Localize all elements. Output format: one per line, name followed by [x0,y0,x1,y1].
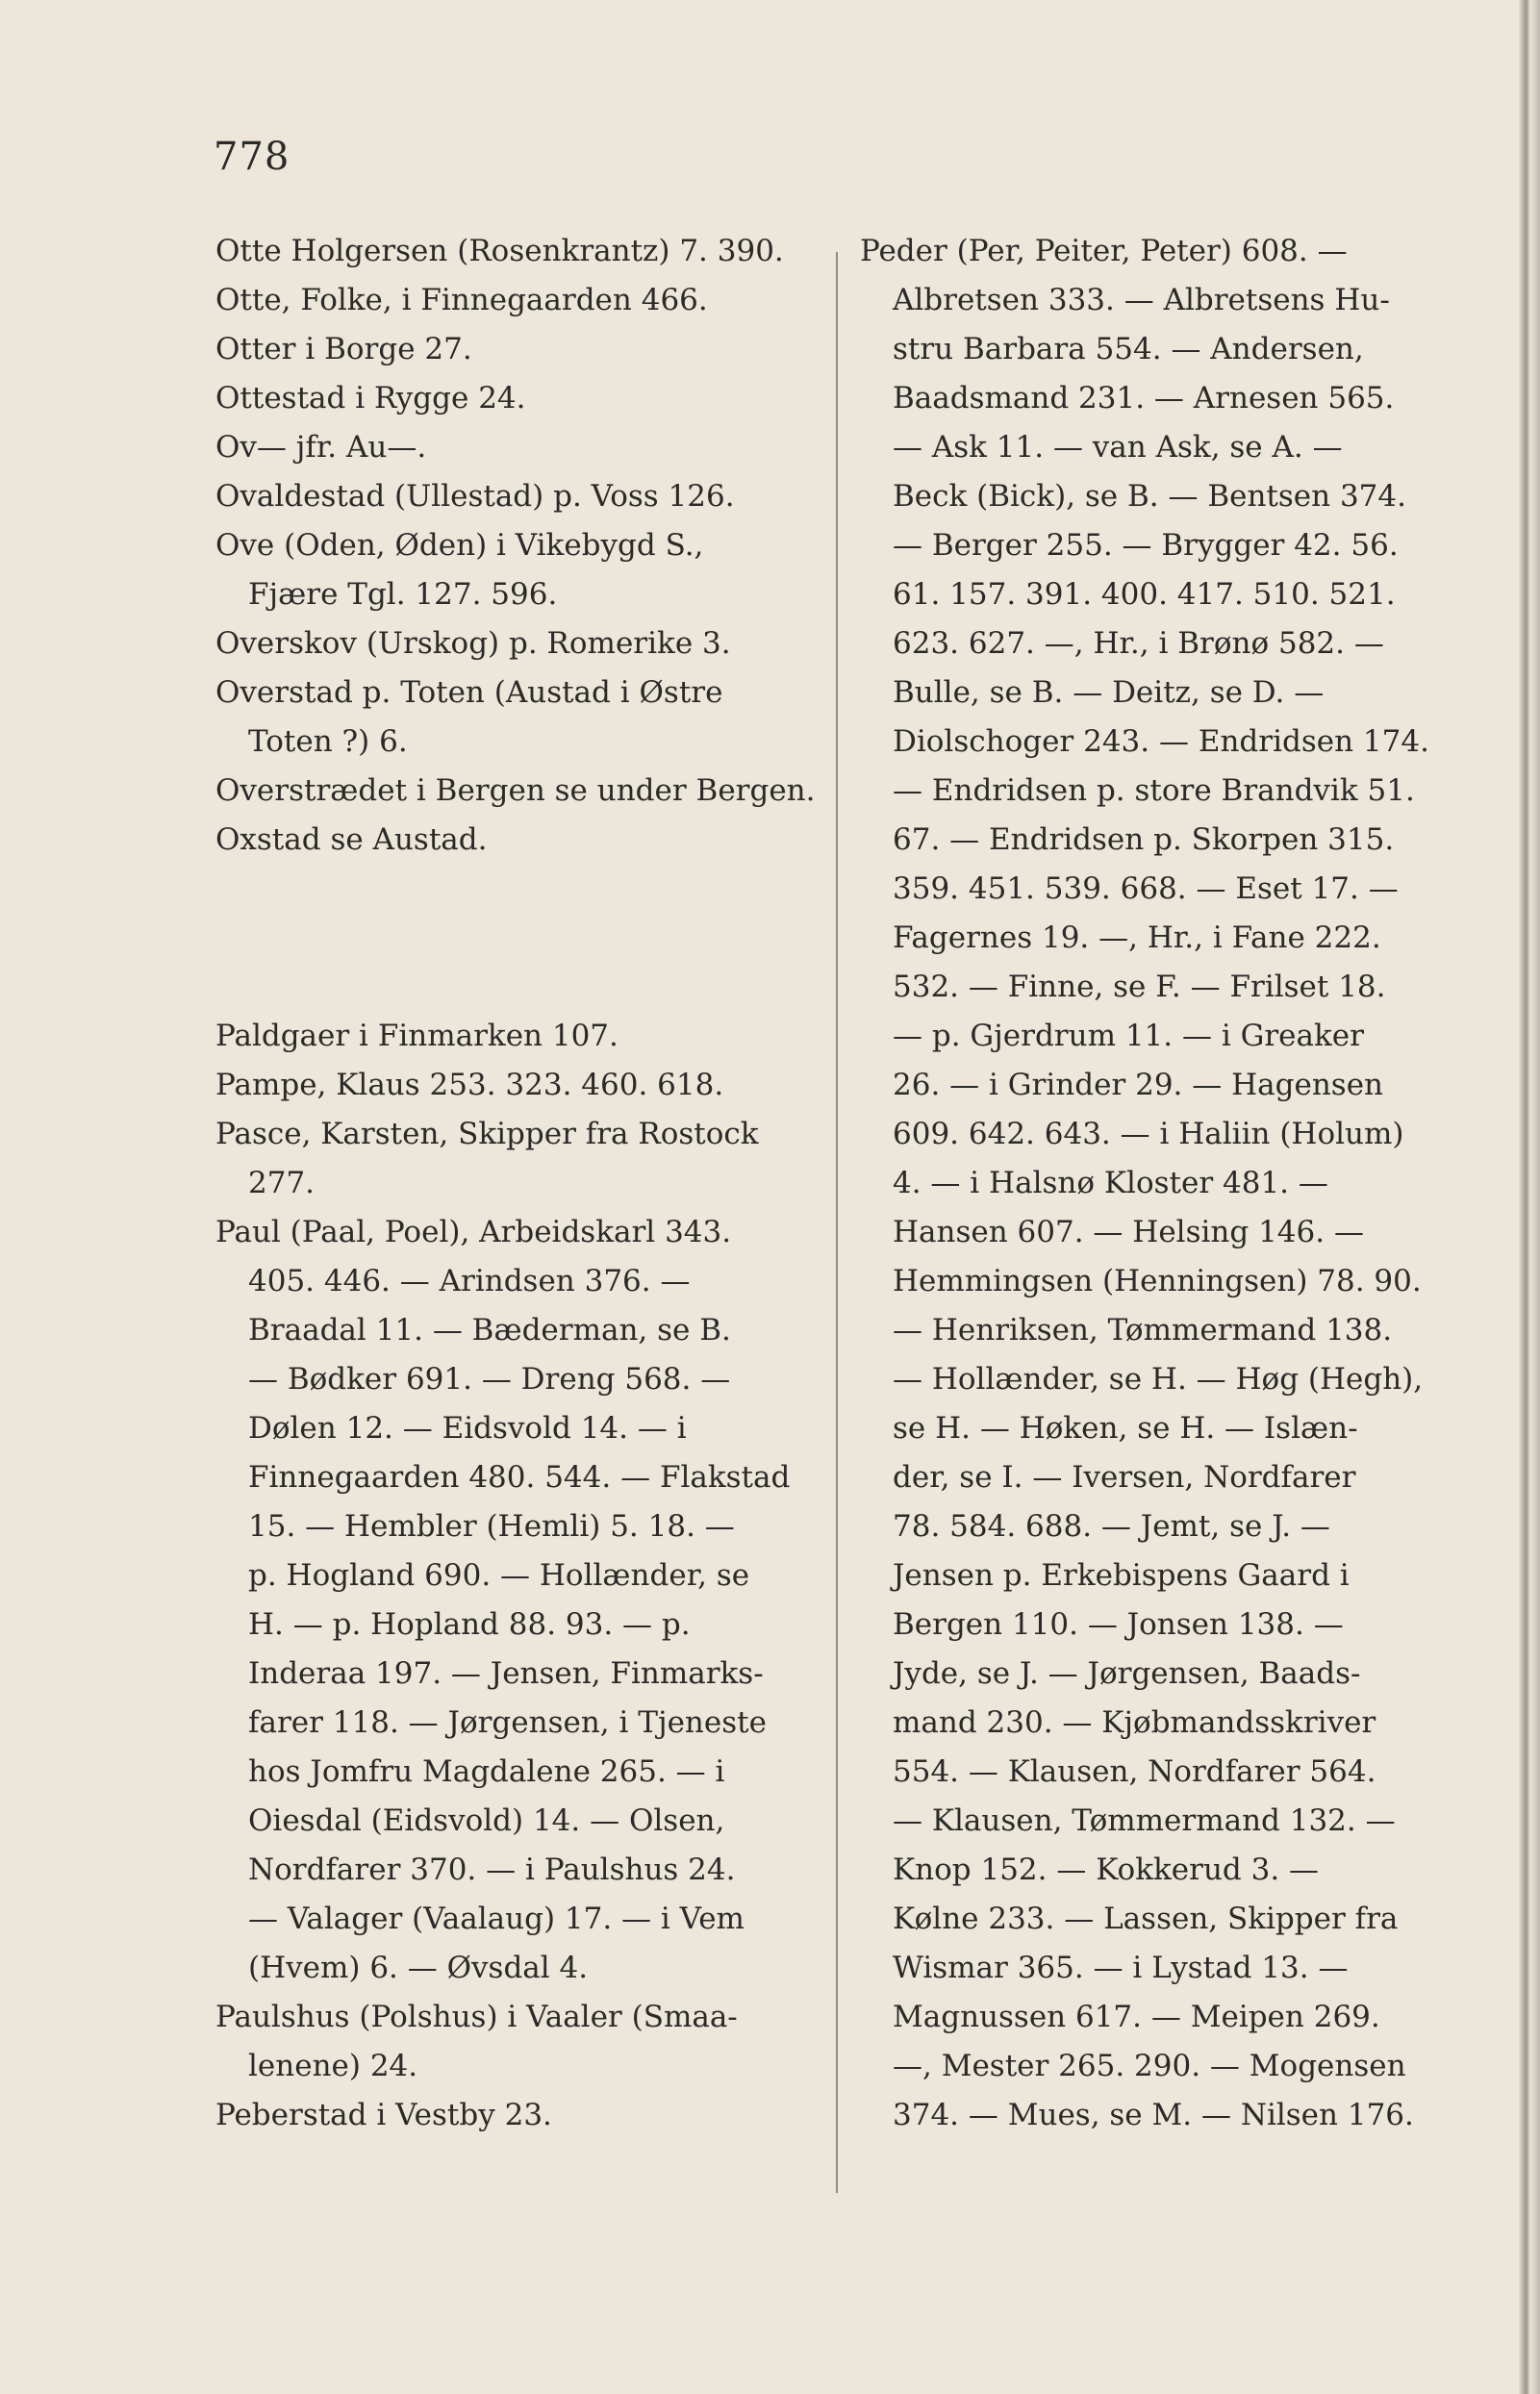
index-line: Otte, Folke, i Finnegaarden 466. [215,283,708,317]
index-line: Albretsen 333. — Albretsens Hu- [893,283,1390,317]
index-line: 374. — Mues, se M. — Nilsen 176. [893,2098,1414,2132]
index-line: 277. [248,1166,316,1200]
index-line: Inderaa 197. — Jensen, Finmarks- [248,1656,764,1691]
index-line: 532. — Finne, se F. — Frilset 18. [893,970,1386,1004]
index-line: Ove (Oden, Øden) i Vikebygd S., [215,528,704,563]
index-line: Overstrædet i Bergen se under Bergen. [215,773,816,808]
left-block-1 [215,227,826,865]
index-line: Diolschoger 243. — Endridsen 174. [893,724,1429,759]
index-line: mand 230. — Kjøbmandsskriver [893,1705,1376,1740]
left-block-2 [215,1012,826,2140]
column-divider [836,252,838,2193]
index-line: — p. Gjerdrum 11. — i Greaker [893,1019,1364,1053]
index-line: Fagernes 19. —, Hr., i Fane 222. [893,920,1381,955]
index-line: Jyde, se J. — Jørgensen, Baads- [893,1656,1361,1691]
index-line: Pampe, Klaus 253. 323. 460. 618. [215,1068,724,1102]
index-line: Hemmingsen (Henningsen) 78. 90. [893,1264,1422,1298]
page-edge [1519,0,1540,2394]
index-line: — Valager (Vaalaug) 17. — i Vem [248,1902,745,1936]
index-line: 623. 627. —, Hr., i Brønø 582. — [893,626,1384,661]
index-line: Baadsmand 231. — Arnesen 565. [893,381,1395,416]
index-line: — Henriksen, Tømmermand 138. [893,1313,1393,1348]
index-line: Peberstad i Vestby 23. [215,2098,552,2132]
index-line: Fjære Tgl. 127. 596. [248,577,558,612]
index-line: Hansen 607. — Helsing 146. — [893,1215,1364,1249]
index-line: Dølen 12. — Eidsvold 14. — i [248,1411,687,1446]
index-line: se H. — Høken, se H. — Islæn- [893,1411,1358,1446]
index-line: Ov— jfr. Au—. [215,430,427,465]
index-line: Peder (Per, Peiter, Peter) 608. — [860,234,1348,268]
index-line: Wismar 365. — i Lystad 13. — [893,1951,1349,1985]
index-line: Braadal 11. — Bæderman, se B. [248,1313,731,1348]
index-line: Knop 152. — Kokkerud 3. — [893,1852,1320,1887]
index-line: Paulshus (Polshus) i Vaaler (Smaa- [215,2000,738,2034]
index-line: Bergen 110. — Jonsen 138. — [893,1607,1344,1642]
index-line: — Bødker 691. — Dreng 568. — [248,1362,731,1397]
index-line: Finnegaarden 480. 544. — Flakstad [248,1460,791,1495]
index-line: Oxstad se Austad. [215,822,488,857]
index-line: Overskov (Urskog) p. Romerike 3. [215,626,731,661]
index-line: Paul (Paal, Poel), Arbeidskarl 343. [215,1215,732,1249]
index-line: — Berger 255. — Brygger 42. 56. [893,528,1399,563]
index-line: stru Barbara 554. — Andersen, [893,332,1364,366]
index-line: — Ask 11. — van Ask, se A. — [893,430,1343,465]
index-line: 61. 157. 391. 400. 417. 510. 521. [893,577,1396,612]
index-line: (Hvem) 6. — Øvsdal 4. [248,1951,589,1985]
index-line: der, se I. — Iversen, Nordfarer [893,1460,1356,1495]
index-line: Oiesdal (Eidsvold) 14. — Olsen, [248,1803,725,1838]
index-line: Otter i Borge 27. [215,332,472,366]
index-line: Overstad p. Toten (Austad i Østre [215,675,723,710]
index-line: 15. — Hembler (Hemli) 5. 18. — [248,1509,735,1544]
right-column [860,227,1456,2140]
index-line: Magnussen 617. — Meipen 269. [893,2000,1380,2034]
index-line: farer 118. — Jørgensen, i Tjeneste [248,1705,767,1740]
index-line: Jensen p. Erkebispens Gaard i [893,1558,1350,1593]
page-number: 778 [214,135,290,179]
index-line: 26. — i Grinder 29. — Hagensen [893,1068,1384,1102]
index-line: lenene) 24. [248,2049,418,2083]
index-line: Ottestad i Rygge 24. [215,381,526,416]
index-line: — Endridsen p. store Brandvik 51. [893,773,1415,808]
index-line: 359. 451. 539. 668. — Eset 17. — [893,871,1399,906]
index-line: p. Hogland 690. — Hollænder, se [248,1558,750,1593]
index-line: 609. 642. 643. — i Haliin (Holum) [893,1117,1404,1151]
index-line: 405. 446. — Arindsen 376. — [248,1264,691,1298]
section-gap [215,865,826,1012]
index-line: Toten ?) 6. [248,724,408,759]
index-line: H. — p. Hopland 88. 93. — p. [248,1607,691,1642]
index-line: Nordfarer 370. — i Paulshus 24. [248,1852,736,1887]
index-line: — Hollænder, se H. — Høg (Hegh), [893,1362,1424,1397]
index-line: Beck (Bick), se B. — Bentsen 374. [893,479,1406,514]
index-line: Kølne 233. — Lassen, Skipper fra [893,1902,1399,1936]
index-line: Pasce, Karsten, Skipper fra Rostock [215,1117,759,1151]
index-line: —, Mester 265. 290. — Mogensen [893,2049,1406,2083]
index-line: 78. 584. 688. — Jemt, se J. — [893,1509,1330,1544]
left-column [215,227,826,2140]
index-line: Bulle, se B. — Deitz, se D. — [893,675,1325,710]
index-line: — Klausen, Tømmermand 132. — [893,1803,1396,1838]
index-line: Paldgaer i Finmarken 107. [215,1019,619,1053]
index-line: 67. — Endridsen p. Skorpen 315. [893,822,1395,857]
index-line: Ovaldestad (Ullestad) p. Voss 126. [215,479,735,514]
index-line: 554. — Klausen, Nordfarer 564. [893,1754,1376,1789]
index-line: Otte Holgersen (Rosenkrantz) 7. 390. [215,234,784,268]
index-line: 4. — i Halsnø Kloster 481. — [893,1166,1328,1200]
index-line: hos Jomfru Magdalene 265. — i [248,1754,725,1789]
